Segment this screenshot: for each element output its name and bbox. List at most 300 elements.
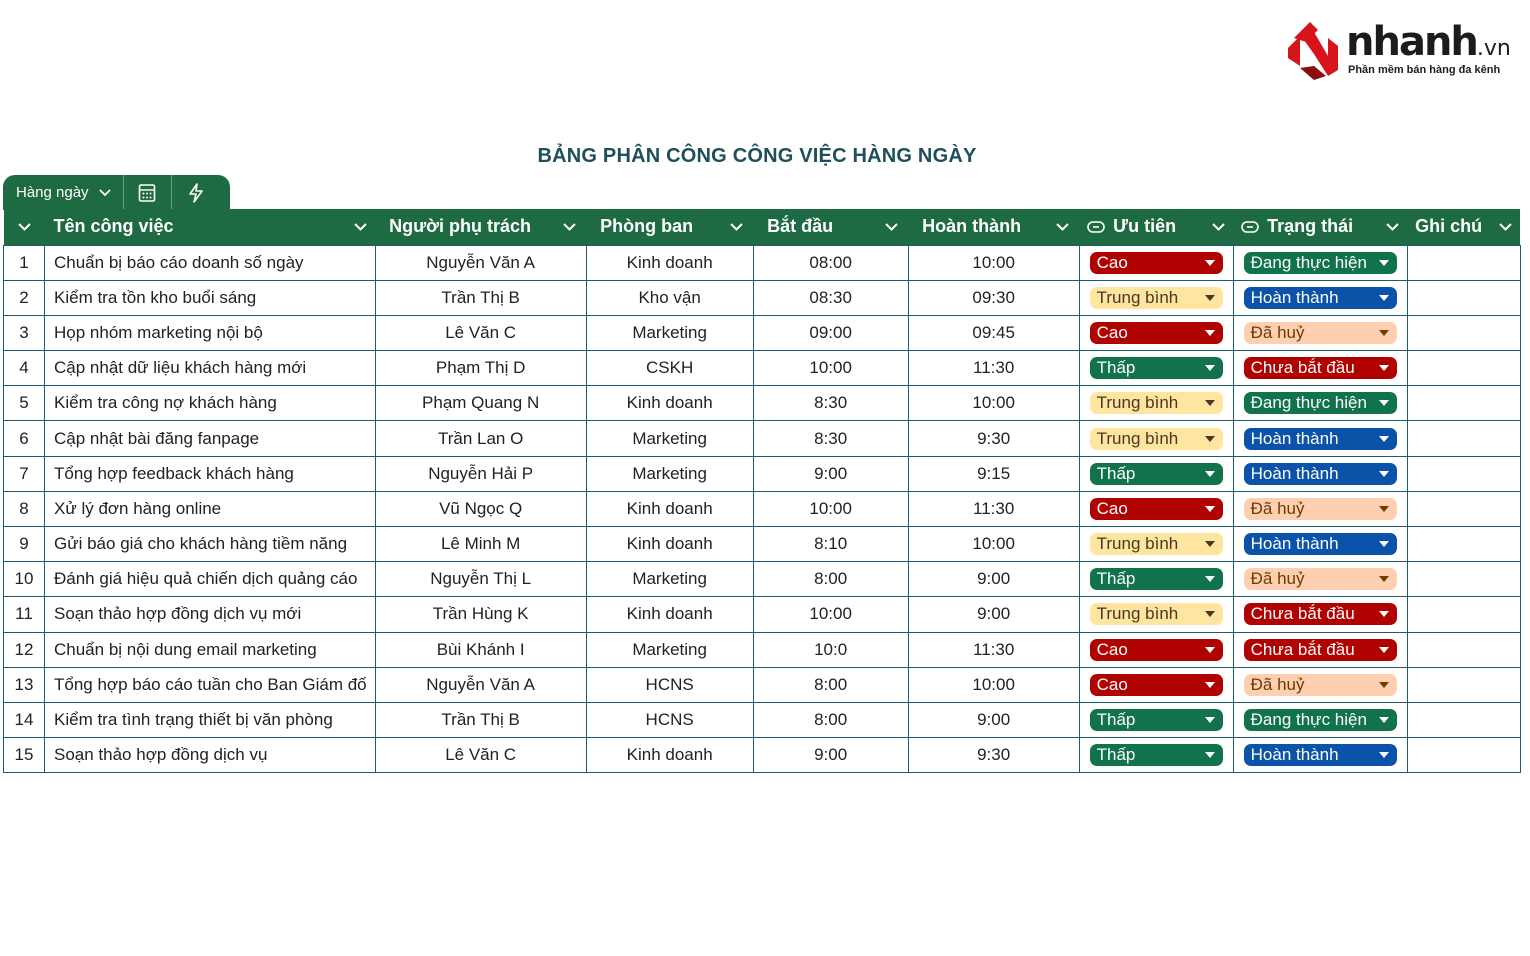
priority-chip-label: Cao <box>1096 639 1128 659</box>
priority-cell[interactable] <box>1079 527 1233 562</box>
status-dropdown-chip[interactable] <box>1244 322 1397 344</box>
department-cell-text: Marketing <box>632 463 707 483</box>
task-name-cell[interactable] <box>45 667 376 702</box>
header-label-text: Ghi chú <box>1415 216 1483 237</box>
chevron-down-icon <box>1499 223 1512 231</box>
status-cell[interactable] <box>1233 245 1407 280</box>
priority-cell[interactable] <box>1079 315 1233 350</box>
chevron-down-icon <box>563 223 576 231</box>
note-cell[interactable] <box>1407 351 1520 386</box>
status-cell[interactable] <box>1233 667 1407 702</box>
header-label-text: Hoàn thành <box>922 216 1022 237</box>
department-cell[interactable] <box>586 315 753 350</box>
note-cell[interactable] <box>1407 421 1520 456</box>
end-time-cell-text: 10:00 <box>972 534 1015 554</box>
row-number-cell[interactable] <box>4 351 45 386</box>
start-time-cell[interactable] <box>753 315 908 350</box>
dropdown-arrow-icon <box>1379 752 1389 758</box>
note-cell[interactable] <box>1407 280 1520 315</box>
row-number-cell[interactable] <box>4 527 45 562</box>
dropdown-arrow-icon <box>1379 400 1389 406</box>
table-row <box>4 527 1521 562</box>
end-time-cell[interactable] <box>908 280 1079 315</box>
task-name-cell[interactable] <box>45 702 376 737</box>
priority-dropdown-chip[interactable] <box>1090 533 1223 555</box>
row-number-cell[interactable] <box>4 315 45 350</box>
dropdown-arrow-icon <box>1205 330 1215 336</box>
start-time-cell-text: 09:00 <box>809 322 852 342</box>
task-name-cell[interactable] <box>45 738 376 773</box>
start-time-cell[interactable] <box>753 456 908 491</box>
dropdown-arrow-icon <box>1205 752 1215 758</box>
end-time-cell[interactable] <box>908 702 1079 737</box>
owner-cell[interactable] <box>375 280 586 315</box>
calculator-glyph <box>137 183 157 203</box>
row-number-cell-text: 14 <box>14 710 34 730</box>
priority-cell[interactable] <box>1079 562 1233 597</box>
department-cell[interactable] <box>586 280 753 315</box>
priority-dropdown-chip[interactable] <box>1090 428 1223 450</box>
task-name-cell[interactable] <box>45 245 376 280</box>
status-cell[interactable] <box>1233 421 1407 456</box>
start-time-cell-text: 8:00 <box>814 710 848 730</box>
end-time-cell-text: 9:30 <box>977 428 1011 448</box>
view-bar <box>3 175 230 210</box>
dropdown-arrow-icon <box>1379 436 1389 442</box>
end-time-cell[interactable] <box>908 421 1079 456</box>
status-dropdown-chip[interactable] <box>1244 533 1397 555</box>
header-label <box>54 216 174 237</box>
owner-cell-text: Trần Lan O <box>437 428 524 448</box>
priority-chip-label: Thấp <box>1096 463 1136 483</box>
end-time-cell-text: 11:30 <box>973 498 1015 518</box>
owner-cell[interactable] <box>375 491 586 526</box>
row-number-cell-text: 1 <box>19 252 29 272</box>
task-name-cell-text: Kiểm tra tồn kho buổi sáng <box>54 287 257 307</box>
dropdown-arrow-icon <box>1205 717 1215 723</box>
header-label <box>600 216 693 237</box>
priority-chip-label: Cao <box>1096 252 1128 272</box>
row-number-cell-text: 8 <box>19 498 29 518</box>
priority-chip-label: Trung bình <box>1096 534 1179 554</box>
task-name-cell[interactable] <box>45 597 376 632</box>
priority-chip-label: Cao <box>1096 674 1128 694</box>
status-cell[interactable] <box>1233 527 1407 562</box>
priority-dropdown-chip[interactable] <box>1090 674 1223 696</box>
end-time-cell-text: 9:00 <box>977 569 1011 589</box>
end-time-cell[interactable] <box>908 632 1079 667</box>
priority-dropdown-chip[interactable] <box>1090 322 1223 344</box>
status-dropdown-chip[interactable] <box>1244 392 1397 414</box>
row-number-cell[interactable] <box>4 667 45 702</box>
header-cell-content <box>767 216 898 237</box>
status-dropdown-chip[interactable] <box>1244 252 1397 274</box>
note-cell[interactable] <box>1407 456 1520 491</box>
start-time-cell[interactable] <box>753 491 908 526</box>
table-row <box>4 491 1521 526</box>
task-name-cell-text: Gửi báo giá cho khách hàng tiềm năng <box>54 534 348 554</box>
start-time-cell-text: 8:30 <box>814 428 848 448</box>
status-cell[interactable] <box>1233 280 1407 315</box>
end-time-cell[interactable] <box>908 527 1079 562</box>
start-time-cell[interactable] <box>753 702 908 737</box>
header-label <box>1415 216 1482 237</box>
owner-cell[interactable] <box>375 456 586 491</box>
priority-dropdown-chip[interactable] <box>1090 709 1223 731</box>
dropdown-arrow-icon <box>1379 647 1389 653</box>
start-time-cell[interactable] <box>753 632 908 667</box>
department-cell[interactable] <box>586 597 753 632</box>
header-label <box>922 216 1021 237</box>
dropdown-arrow-icon <box>1205 436 1215 442</box>
status-chip-label: Đã huỷ <box>1250 674 1305 694</box>
end-time-cell-text: 9:30 <box>977 745 1011 765</box>
priority-cell[interactable] <box>1079 280 1233 315</box>
owner-cell[interactable] <box>375 527 586 562</box>
header-cell-content <box>12 223 37 231</box>
status-cell[interactable] <box>1233 456 1407 491</box>
note-cell[interactable] <box>1407 738 1520 773</box>
status-dropdown-chip[interactable] <box>1244 744 1397 766</box>
row-number-cell[interactable] <box>4 456 45 491</box>
priority-cell[interactable] <box>1079 351 1233 386</box>
owner-cell-text: Phạm Quang N <box>422 393 540 413</box>
priority-cell[interactable] <box>1079 597 1233 632</box>
end-time-cell-text: 9:15 <box>977 463 1011 483</box>
dropdown-arrow-icon <box>1379 717 1389 723</box>
start-time-cell-text: 10:00 <box>809 604 852 624</box>
end-time-cell[interactable] <box>908 597 1079 632</box>
department-cell-text: CSKH <box>646 358 694 378</box>
start-time-cell[interactable] <box>753 562 908 597</box>
task-name-cell[interactable] <box>45 562 376 597</box>
owner-cell-text: Nguyễn Văn A <box>426 252 535 272</box>
table-row <box>4 386 1521 421</box>
dropdown-arrow-icon <box>1379 576 1389 582</box>
department-cell-text: HCNS <box>645 674 694 694</box>
priority-chip-label: Trung bình <box>1096 428 1179 448</box>
task-name-cell-text: Cập nhật bài đăng fanpage <box>54 428 260 448</box>
department-cell[interactable] <box>586 562 753 597</box>
header-label <box>1087 216 1176 237</box>
header-cell-content <box>389 216 576 237</box>
status-cell[interactable] <box>1233 351 1407 386</box>
priority-cell[interactable] <box>1079 456 1233 491</box>
note-cell[interactable] <box>1407 491 1520 526</box>
status-cell[interactable] <box>1233 491 1407 526</box>
note-cell[interactable] <box>1407 386 1520 421</box>
row-number-cell[interactable] <box>4 386 45 421</box>
status-chip-label: Hoàn thành <box>1250 745 1339 765</box>
note-cell[interactable] <box>1407 245 1520 280</box>
end-time-cell[interactable] <box>908 351 1079 386</box>
status-cell[interactable] <box>1233 738 1407 773</box>
owner-cell[interactable] <box>375 421 586 456</box>
row-number-cell-text: 12 <box>14 639 34 659</box>
start-time-cell[interactable] <box>753 597 908 632</box>
end-time-cell[interactable] <box>908 245 1079 280</box>
start-time-cell-text: 8:00 <box>814 674 848 694</box>
row-number-cell-text: 11 <box>15 604 33 624</box>
header-label <box>1241 216 1353 237</box>
department-cell-text: Marketing <box>632 428 707 448</box>
table-row <box>4 597 1521 632</box>
row-number-cell-text: 5 <box>19 393 29 413</box>
dropdown-arrow-icon <box>1205 541 1215 547</box>
status-cell[interactable] <box>1233 562 1407 597</box>
end-time-header[interactable] <box>908 209 1079 245</box>
row-number-cell[interactable] <box>4 702 45 737</box>
task-name-cell[interactable] <box>45 491 376 526</box>
row-number-cell[interactable] <box>4 597 45 632</box>
table-row <box>4 702 1521 737</box>
owner-cell[interactable] <box>375 351 586 386</box>
priority-dropdown-chip[interactable] <box>1090 639 1223 661</box>
start-time-cell-text: 9:00 <box>814 463 848 483</box>
dropdown-arrow-icon <box>1205 682 1215 688</box>
note-cell[interactable] <box>1407 632 1520 667</box>
priority-cell[interactable] <box>1079 702 1233 737</box>
priority-dropdown-chip[interactable] <box>1090 744 1223 766</box>
end-time-cell-text: 10:00 <box>972 674 1015 694</box>
status-cell[interactable] <box>1233 597 1407 632</box>
priority-dropdown-chip[interactable] <box>1090 498 1223 520</box>
status-dropdown-chip[interactable] <box>1244 357 1397 379</box>
header-cell-content <box>1241 216 1399 237</box>
dropdown-arrow-icon <box>1205 365 1215 371</box>
status-chip-label: Đã huỷ <box>1250 322 1305 342</box>
note-cell[interactable] <box>1407 315 1520 350</box>
owner-cell[interactable] <box>375 245 586 280</box>
status-chip-label: Hoàn thành <box>1250 287 1339 307</box>
status-dropdown-chip[interactable] <box>1244 463 1397 485</box>
start-time-cell-text: 8:00 <box>814 569 848 589</box>
dropdown-arrow-icon <box>1379 260 1389 266</box>
task-name-cell[interactable] <box>45 527 376 562</box>
owner-cell[interactable] <box>375 667 586 702</box>
start-time-cell[interactable] <box>753 738 908 773</box>
note-cell[interactable] <box>1407 667 1520 702</box>
status-dropdown-chip[interactable] <box>1244 287 1397 309</box>
end-time-cell[interactable] <box>908 667 1079 702</box>
table-row <box>4 351 1521 386</box>
view-selector[interactable] <box>3 175 124 210</box>
status-chip-label: Đã huỷ <box>1250 498 1305 518</box>
priority-chip-label: Thấp <box>1096 358 1136 378</box>
note-cell[interactable] <box>1407 527 1520 562</box>
status-cell[interactable] <box>1233 386 1407 421</box>
department-cell-text: Kinh doanh <box>626 745 713 765</box>
owner-cell[interactable] <box>375 315 586 350</box>
chevron-down-icon <box>354 223 367 231</box>
row-number-cell[interactable] <box>4 491 45 526</box>
priority-dropdown-chip[interactable] <box>1090 568 1223 590</box>
row-number-cell[interactable] <box>4 738 45 773</box>
task-name-cell-text: Tổng hợp báo cáo tuần cho Ban Giám đố <box>54 674 367 694</box>
department-cell[interactable] <box>586 632 753 667</box>
task-name-cell[interactable] <box>45 280 376 315</box>
view-name-label: Hàng ngày <box>16 184 89 201</box>
priority-dropdown-chip[interactable] <box>1090 252 1223 274</box>
calculator-icon[interactable] <box>124 175 172 210</box>
status-dropdown-chip[interactable] <box>1244 639 1397 661</box>
start-time-cell[interactable] <box>753 280 908 315</box>
department-cell[interactable] <box>586 386 753 421</box>
task-name-header[interactable] <box>45 209 376 245</box>
chevron-down-icon <box>885 223 898 231</box>
priority-dropdown-chip[interactable] <box>1090 603 1223 625</box>
priority-cell[interactable] <box>1079 421 1233 456</box>
task-name-cell[interactable] <box>45 386 376 421</box>
dropdown-chip-icon <box>1087 221 1105 233</box>
owner-cell[interactable] <box>375 702 586 737</box>
owner-cell-text: Trần Thị B <box>441 287 520 307</box>
priority-dropdown-chip[interactable] <box>1090 392 1223 414</box>
header-label <box>767 216 833 237</box>
task-name-cell[interactable] <box>45 315 376 350</box>
priority-cell[interactable] <box>1079 386 1233 421</box>
status-dropdown-chip[interactable] <box>1244 568 1397 590</box>
row-number-cell-text: 7 <box>19 463 29 483</box>
row-number-cell[interactable] <box>4 245 45 280</box>
end-time-cell[interactable] <box>908 315 1079 350</box>
start-time-cell[interactable] <box>753 527 908 562</box>
note-cell[interactable] <box>1407 597 1520 632</box>
chevron-down-icon <box>730 223 743 231</box>
row-number-cell[interactable] <box>4 632 45 667</box>
status-chip-label: Đang thực hiện <box>1250 710 1367 730</box>
header-cell-content <box>54 216 368 237</box>
chevron-down-icon <box>99 189 111 197</box>
department-cell[interactable] <box>586 491 753 526</box>
owner-cell[interactable] <box>375 632 586 667</box>
department-cell[interactable] <box>586 667 753 702</box>
department-cell[interactable] <box>586 702 753 737</box>
row-number-cell[interactable] <box>4 280 45 315</box>
end-time-cell-text: 11:30 <box>973 358 1015 378</box>
status-cell[interactable] <box>1233 632 1407 667</box>
end-time-cell-text: 10:00 <box>972 393 1015 413</box>
task-name-cell[interactable] <box>45 456 376 491</box>
start-time-cell[interactable] <box>753 245 908 280</box>
owner-cell-text: Vũ Ngọc Q <box>439 498 523 518</box>
dropdown-arrow-icon <box>1205 647 1215 653</box>
owner-cell[interactable] <box>375 597 586 632</box>
dropdown-arrow-icon <box>1379 541 1389 547</box>
row-number-cell-text: 6 <box>19 428 29 448</box>
task-name-cell-text: Chuẩn bị nội dung email marketing <box>54 639 317 659</box>
owner-cell-text: Trần Thị B <box>441 710 520 730</box>
end-time-cell[interactable] <box>908 562 1079 597</box>
start-time-cell-text: 08:30 <box>809 287 852 307</box>
status-chip-label: Hoàn thành <box>1250 463 1339 483</box>
priority-cell[interactable] <box>1079 632 1233 667</box>
page-title: BẢNG PHÂN CÔNG CÔNG VIỆC HÀNG NGÀY <box>537 145 977 167</box>
start-time-cell[interactable] <box>753 421 908 456</box>
start-time-cell[interactable] <box>753 351 908 386</box>
owner-cell[interactable] <box>375 738 586 773</box>
priority-header[interactable] <box>1079 209 1233 245</box>
row-number-cell[interactable] <box>4 562 45 597</box>
start-time-header[interactable] <box>753 209 908 245</box>
department-cell-text: Kinh doanh <box>626 604 713 624</box>
priority-dropdown-chip[interactable] <box>1090 357 1223 379</box>
row-number-cell[interactable] <box>4 421 45 456</box>
department-cell-text: HCNS <box>645 710 694 730</box>
task-name-cell[interactable] <box>45 632 376 667</box>
priority-dropdown-chip[interactable] <box>1090 463 1223 485</box>
status-dropdown-chip[interactable] <box>1244 498 1397 520</box>
header-label-text: Trạng thái <box>1267 216 1354 237</box>
priority-chip-label: Trung bình <box>1096 287 1179 307</box>
status-chip-label: Hoàn thành <box>1250 534 1339 554</box>
owner-cell[interactable] <box>375 386 586 421</box>
department-cell-text: Kinh doanh <box>626 393 713 413</box>
row-number-cell-text: 10 <box>14 569 34 589</box>
priority-dropdown-chip[interactable] <box>1090 287 1223 309</box>
department-cell-text: Marketing <box>632 322 707 342</box>
status-dropdown-chip[interactable] <box>1244 603 1397 625</box>
table-row <box>4 315 1521 350</box>
priority-cell[interactable] <box>1079 738 1233 773</box>
owner-cell-text: Nguyễn Văn A <box>426 674 535 694</box>
owner-cell[interactable] <box>375 562 586 597</box>
row-number-header[interactable] <box>4 209 45 245</box>
priority-cell[interactable] <box>1079 667 1233 702</box>
status-dropdown-chip[interactable] <box>1244 428 1397 450</box>
task-name-cell-text: Kiểm tra công nợ khách hàng <box>54 393 277 413</box>
dropdown-arrow-icon <box>1205 506 1215 512</box>
department-cell[interactable] <box>586 456 753 491</box>
status-dropdown-chip[interactable] <box>1244 709 1397 731</box>
owner-cell-text: Nguyễn Thị L <box>430 569 532 589</box>
department-cell[interactable] <box>586 351 753 386</box>
task-name-cell[interactable] <box>45 421 376 456</box>
dropdown-arrow-icon <box>1205 576 1215 582</box>
end-time-cell[interactable] <box>908 386 1079 421</box>
department-cell[interactable] <box>586 421 753 456</box>
department-cell-text: Kinh doanh <box>626 498 713 518</box>
start-time-cell[interactable] <box>753 667 908 702</box>
start-time-cell-text: 9:00 <box>814 745 848 765</box>
start-time-cell[interactable] <box>753 386 908 421</box>
header-label-text: Phòng ban <box>600 216 694 237</box>
owner-header[interactable] <box>375 209 586 245</box>
end-time-cell[interactable] <box>908 491 1079 526</box>
department-cell[interactable] <box>586 245 753 280</box>
end-time-cell[interactable] <box>908 456 1079 491</box>
department-cell[interactable] <box>586 738 753 773</box>
status-header[interactable] <box>1233 209 1407 245</box>
priority-cell[interactable] <box>1079 245 1233 280</box>
status-cell[interactable] <box>1233 702 1407 737</box>
note-header[interactable] <box>1407 209 1520 245</box>
end-time-cell[interactable] <box>908 738 1079 773</box>
priority-cell[interactable] <box>1079 491 1233 526</box>
task-name-cell[interactable] <box>45 351 376 386</box>
lightning-glyph <box>187 183 205 203</box>
note-cell[interactable] <box>1407 562 1520 597</box>
status-cell[interactable] <box>1233 315 1407 350</box>
note-cell[interactable] <box>1407 702 1520 737</box>
department-header[interactable] <box>586 209 753 245</box>
dropdown-arrow-icon <box>1205 260 1215 266</box>
status-dropdown-chip[interactable] <box>1244 674 1397 696</box>
priority-chip-label: Cao <box>1096 322 1128 342</box>
department-cell[interactable] <box>586 527 753 562</box>
priority-chip-label: Cao <box>1096 498 1128 518</box>
lightning-icon[interactable] <box>172 175 220 210</box>
